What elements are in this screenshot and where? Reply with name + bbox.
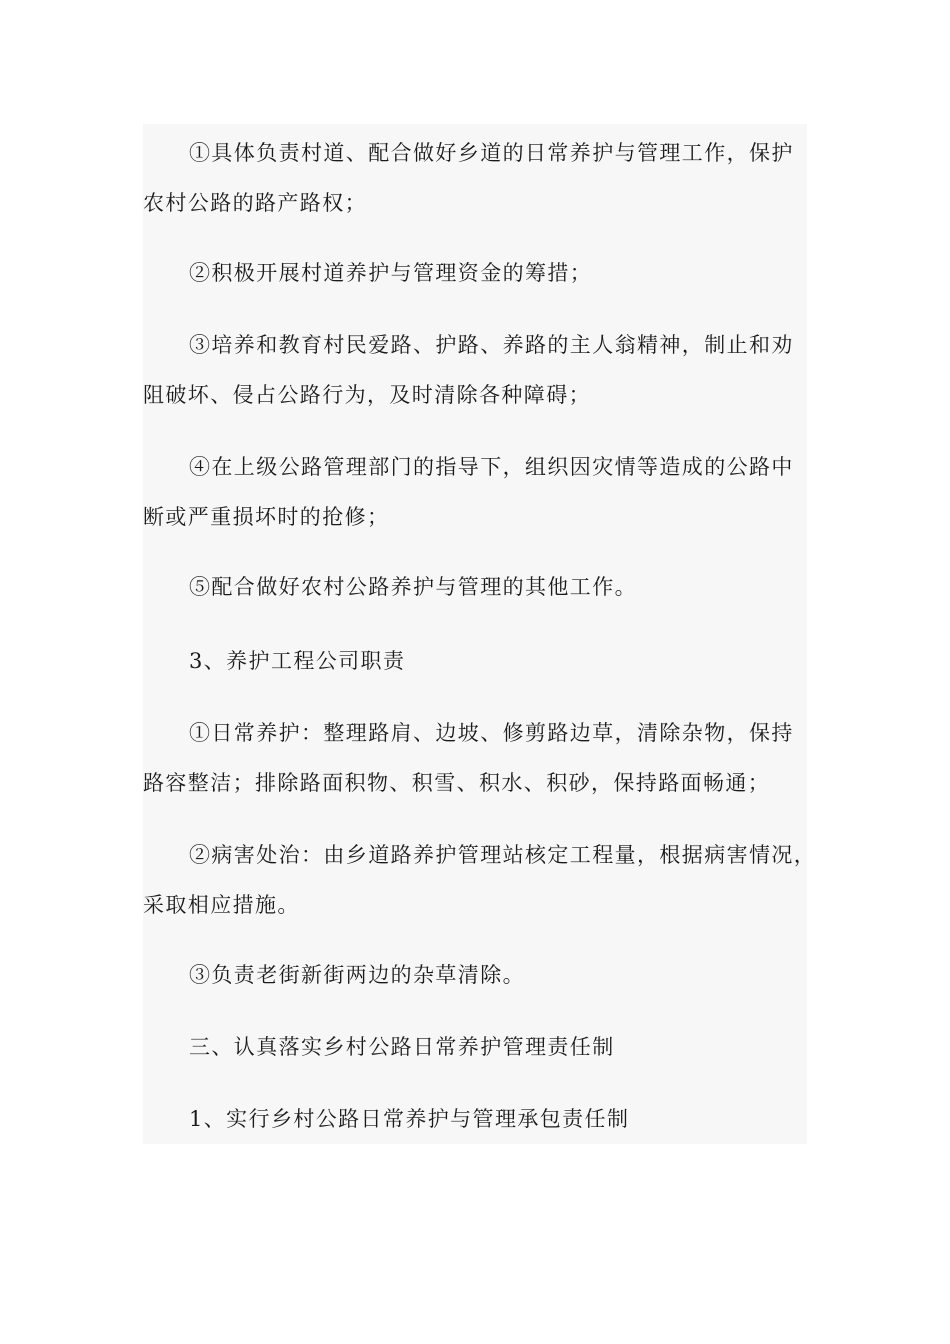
paragraph-village-road-duty-1 (143, 128, 807, 228)
paragraph-damage-treatment (143, 830, 817, 930)
paragraph-line: 农村公路的路产路权； (143, 191, 367, 215)
paragraph-line: ②积极开展村道养护与管理资金的筹措； (189, 261, 593, 285)
paragraph-village-road-duty-3 (143, 320, 807, 420)
heading-contract-responsibility (143, 1094, 807, 1144)
paragraph-line: 采取相应措施。 (143, 893, 300, 917)
heading-maintenance-company-duties (143, 636, 807, 686)
paragraph-line: 3、养护工程公司职责 (189, 649, 406, 673)
paragraph-line: 阻破坏、侵占公路行为，及时清除各种障碍； (143, 383, 591, 407)
paragraph-line: ①日常养护：整理路肩、边坡、修剪路边草，清除杂物，保持 (189, 721, 794, 745)
document-body (143, 124, 817, 1144)
paragraph-line: 1、实行乡村公路日常养护与管理承包责任制 (189, 1107, 630, 1131)
paragraph-village-road-duty-2 (143, 248, 807, 298)
paragraph-daily-maintenance (143, 708, 807, 808)
paragraph-village-road-duty-4 (143, 442, 807, 542)
paragraph-line: ②病害处治：由乡道路养护管理站核定工程量，根据病害情况， (189, 843, 817, 867)
heading-responsibility-system (143, 1022, 807, 1072)
paragraph-line: ⑤配合做好农村公路养护与管理的其他工作。 (189, 575, 637, 599)
paragraph-line: ④在上级公路管理部门的指导下，组织因灾情等造成的公路中 (189, 455, 794, 479)
paragraph-village-road-duty-5 (143, 562, 807, 612)
paragraph-line: ③负责老街新街两边的杂草清除。 (189, 963, 525, 987)
paragraph-line: ①具体负责村道、配合做好乡道的日常养护与管理工作，保护 (189, 141, 794, 165)
paragraph-weed-removal (143, 950, 807, 1000)
paragraph-line: 路容整洁；排除路面积物、积雪、积水、积砂，保持路面畅通； (143, 771, 771, 795)
paragraph-line: 三、认真落实乡村公路日常养护管理责任制 (189, 1035, 615, 1059)
paragraph-line: ③培养和教育村民爱路、护路、养路的主人翁精神，制止和劝 (189, 333, 794, 357)
paragraph-line: 断或严重损坏时的抢修； (143, 505, 390, 529)
